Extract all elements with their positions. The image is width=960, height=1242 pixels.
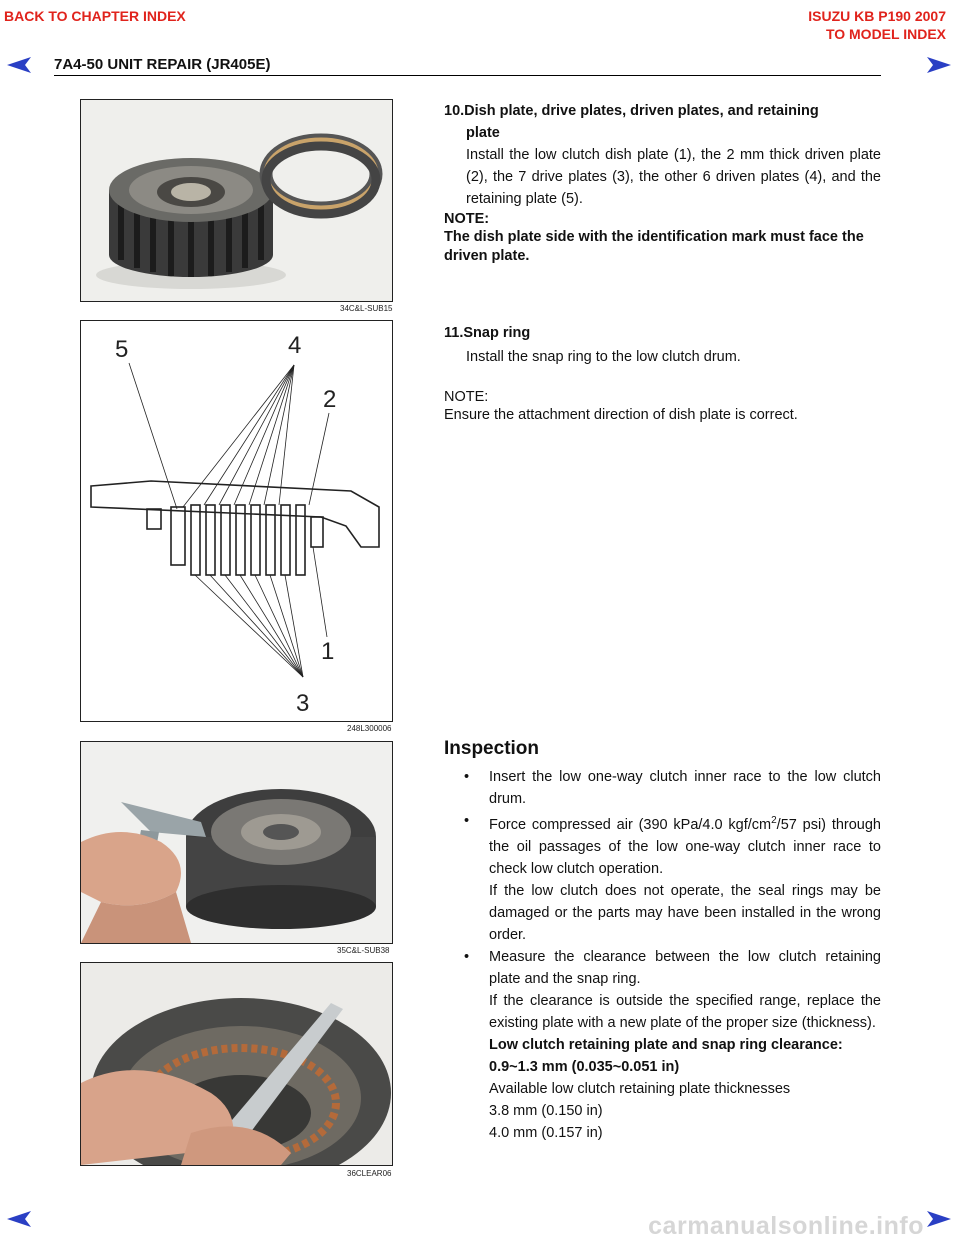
step-10-block (444, 100, 881, 266)
figure-caption: 35C&L-SUB38 (337, 946, 390, 955)
step-11-body: Install the snap ring to the low clutch drum. (466, 349, 741, 365)
list-item-text: Measure the clearance between the low clutch retaining plate and the snap ring. (489, 948, 881, 987)
spec-value: 0.9~1.3 mm (0.035~0.051 in) (489, 1058, 680, 1075)
spec-label: Low clutch retaining plate and snap ring clearance: (489, 1036, 843, 1053)
running-head: 7A4-50 UNIT REPAIR (JR405E) (54, 56, 271, 73)
plate-stack-diagram (80, 320, 393, 722)
list-item (444, 946, 881, 990)
available-thickness-label: Available low clutch retaining plate thicknesses (489, 1080, 791, 1097)
thickness-value: 3.8 mm (0.150 in) (489, 1102, 603, 1119)
list-item-followup: If the low clutch does not operate, the seal rings may be damaged or the parts may have been installed in the wrong order. (489, 882, 881, 943)
step-10-title-cont: plate (466, 125, 500, 141)
model-title-link[interactable]: ISUZU KB P190 2007 (808, 8, 946, 24)
step-10-title: 10.Dish plate, drive plates, driven plates, and retaining (444, 103, 819, 119)
header-rule (54, 75, 881, 76)
step-10-body: Install the low clutch dish plate (1), the 2 mm thick driven plate (2), the 7 drive plates (3), the other 6 driven plates (4), and the retaining plate (5). (466, 147, 881, 207)
list-item-followup: If the clearance is outside the specified range, replace the existing plate with a new plate of the proper size (thickness). (489, 992, 881, 1031)
bullet-icon: • (464, 813, 470, 829)
air-check-photo (80, 741, 393, 944)
next-page-bottom-arrow-icon[interactable] (926, 1210, 952, 1228)
previous-page-bottom-arrow-icon[interactable] (6, 1210, 32, 1228)
callout-3-label: 3 (296, 690, 310, 717)
callout-5-label: 5 (115, 336, 129, 363)
bullet-icon: • (464, 948, 470, 965)
figure-caption: 248L300006 (347, 724, 392, 733)
step-11-block (444, 322, 881, 425)
watermark: carmanualsonline.info (648, 1212, 924, 1240)
figure-caption: 36CLEAR06 (347, 1169, 392, 1178)
next-page-arrow-icon[interactable] (926, 56, 952, 74)
previous-page-arrow-icon[interactable] (6, 56, 32, 74)
list-item-text: Force compressed air (390 kPa/4.0 kgf/$cm^2/57$ psi) through the oil passages of the low one-way clutch inner race to check low clutch operation. (489, 815, 881, 877)
step-11-title: 11.Snap ring (444, 325, 531, 341)
bullet-icon: • (464, 769, 470, 785)
callout-1-label: 1 (321, 638, 335, 665)
list-item (444, 766, 881, 810)
step-10-note-label: NOTE: (444, 211, 490, 227)
clutch-drum-photo (80, 99, 393, 302)
callout-2-label: 2 (323, 386, 337, 413)
clearance-measure-photo (80, 962, 393, 1166)
step-10-note-text: The dish plate side with the identification mark must face the driven plate. (444, 229, 864, 264)
step-11-note-label: NOTE: (444, 389, 489, 405)
callout-4-label: 4 (288, 332, 302, 359)
list-item (444, 810, 881, 880)
step-11-note-text: Ensure the attachment direction of dish plate is correct. (444, 407, 798, 423)
to-model-index-link[interactable]: TO MODEL INDEX (825, 26, 946, 42)
figure-caption: 34C&L-SUB15 (340, 304, 393, 313)
inspection-block (444, 738, 881, 1144)
list-item-text: Insert the low one-way clutch inner race to the low clutch drum. (489, 769, 881, 807)
inspection-heading: Inspection (444, 738, 540, 759)
back-to-chapter-index-link[interactable]: BACK TO CHAPTER INDEX (4, 8, 186, 24)
thickness-value: 4.0 mm (0.157 in) (489, 1124, 603, 1141)
